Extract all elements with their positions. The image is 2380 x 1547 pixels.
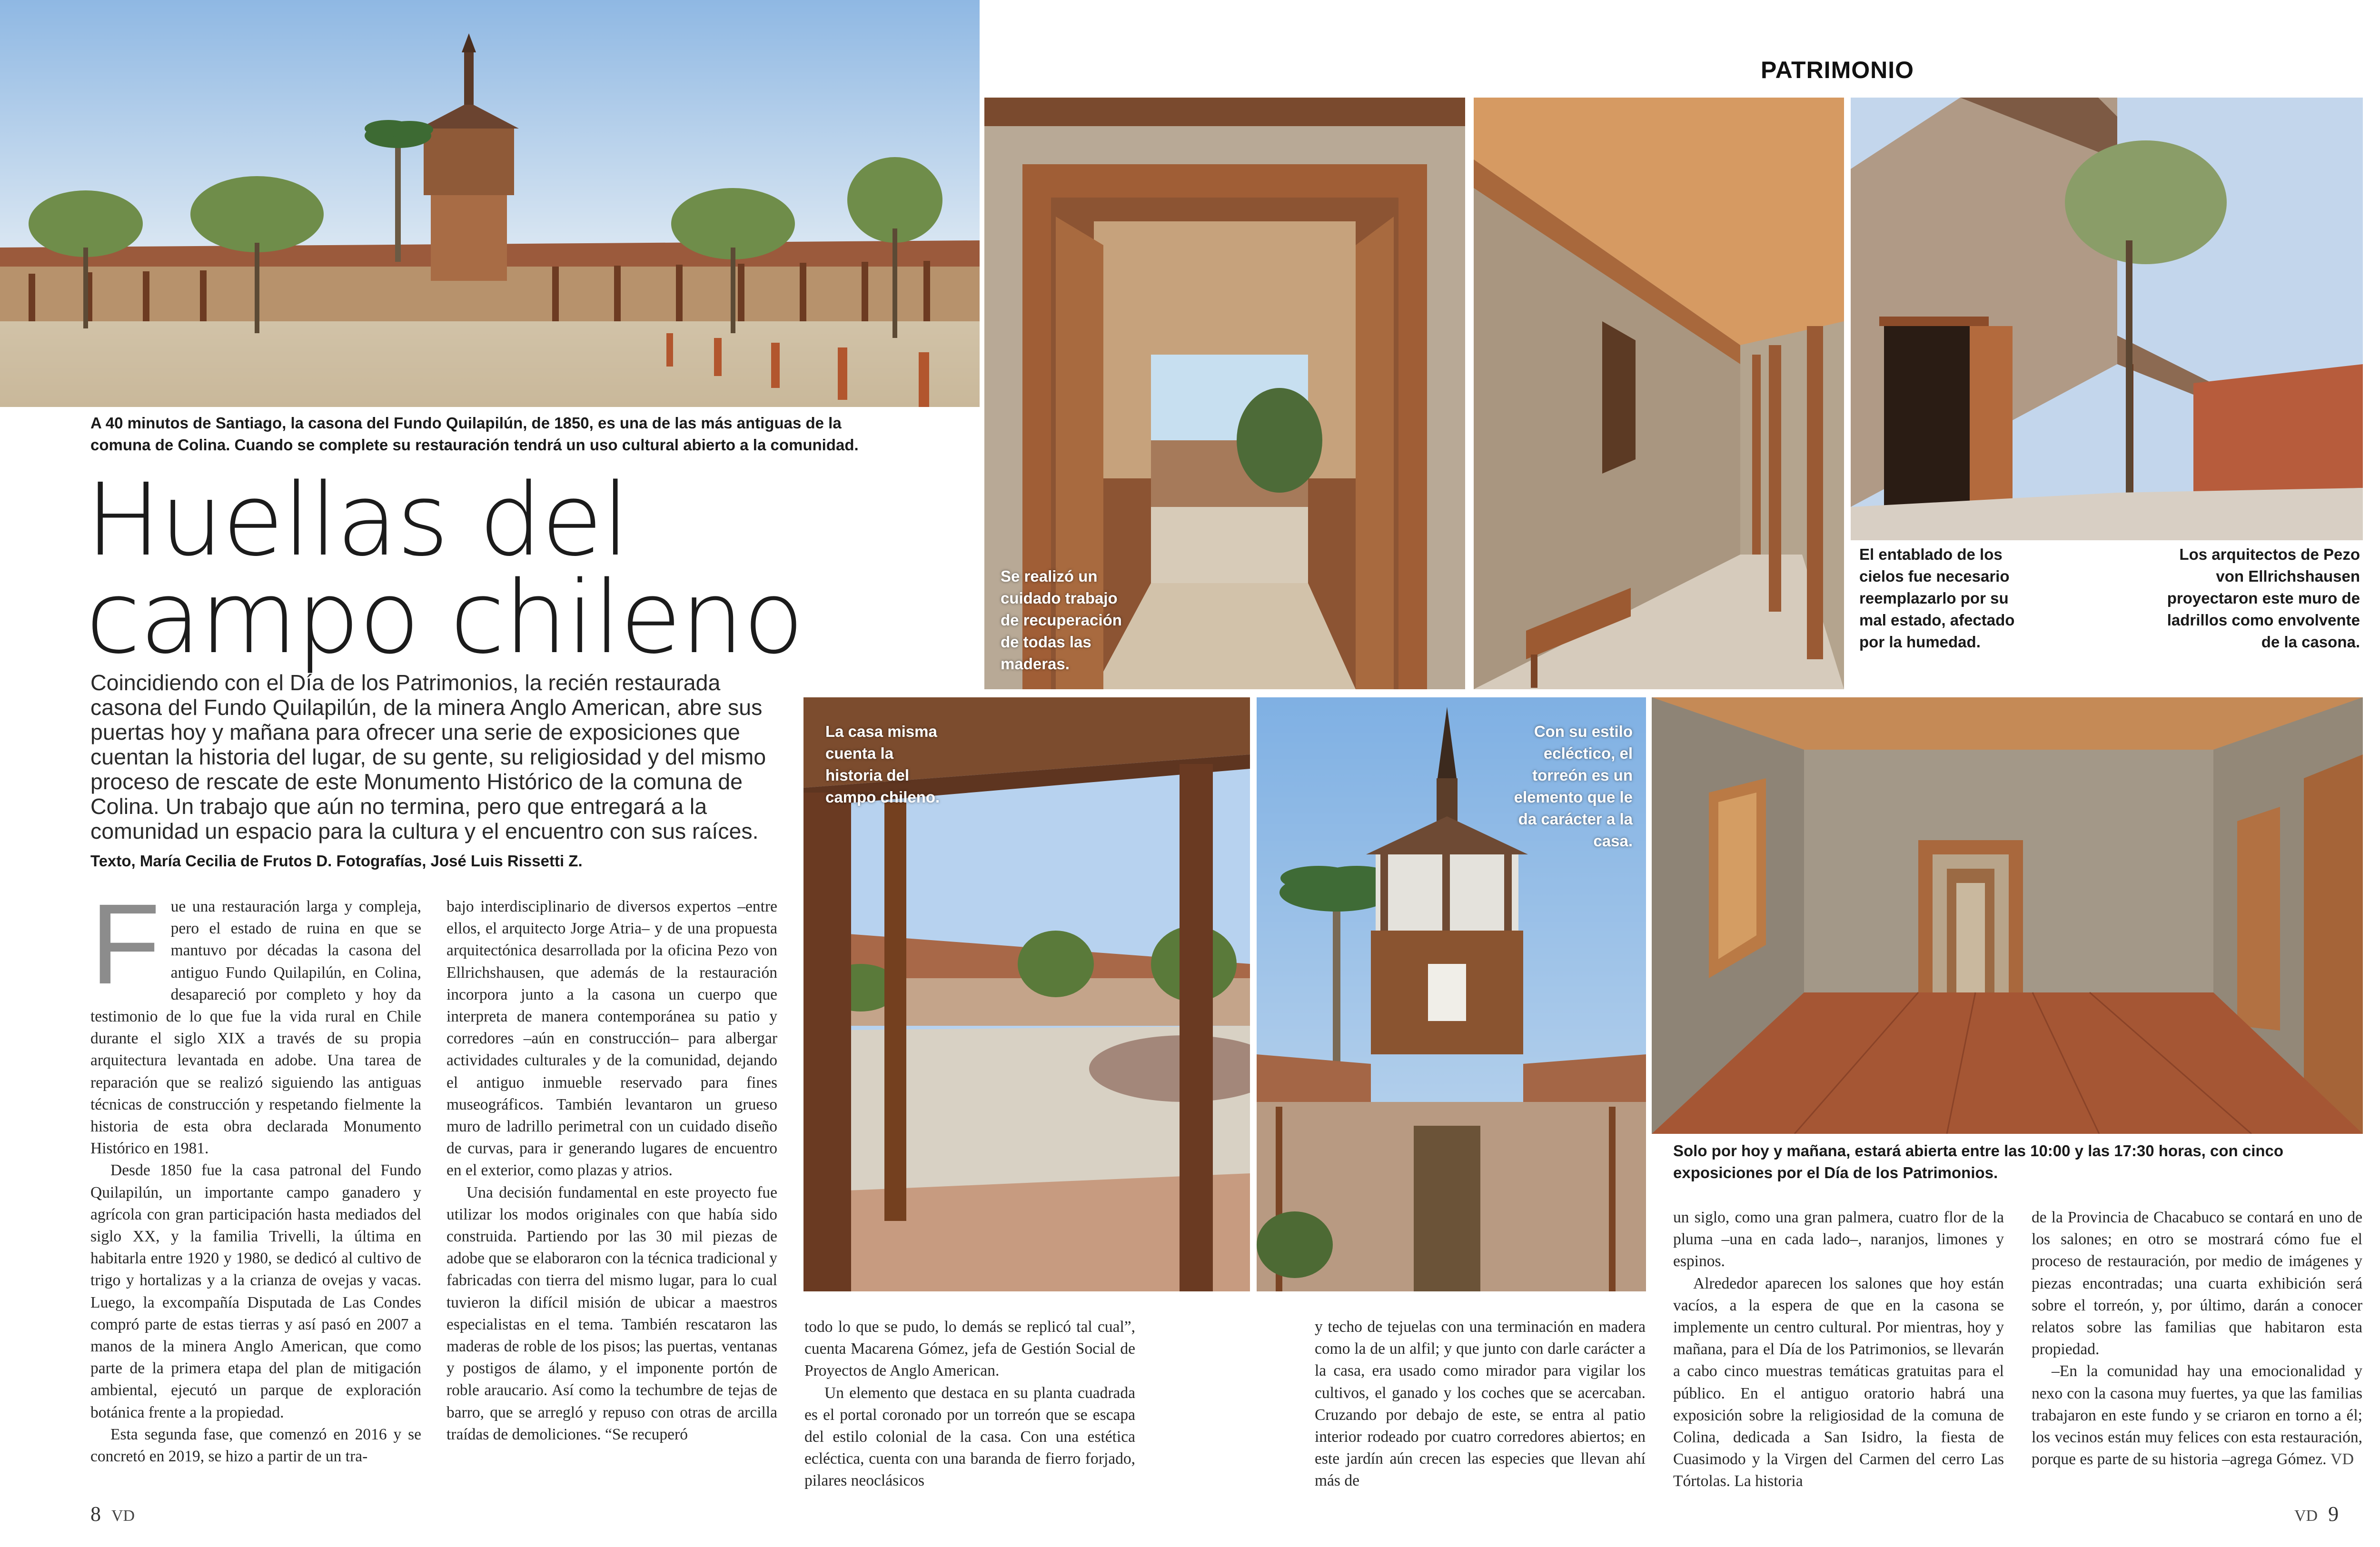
- page-number-8: 8: [90, 1502, 101, 1526]
- body-paragraph: Fue una restauración larga y compleja, pero el estado de ruina en que se mantuvo por décadas la casona del antiguo Fundo Quilapilún, en Colina, desapareció por completo y hoy da testimonio de lo que fue la vida rural en Chile durante el siglo XIX a través de su propia arquitectura levantada en adobe. Una tarea de reparación que se realizó siguiendo las antiguas técnicas de construcción y respetando fielmente la historia de esta obra declarada Monumento Histórico en 1981.: [90, 880, 421, 1158]
- vd-mark-left: VD: [111, 1507, 135, 1525]
- body-column-1: [90, 880, 421, 1468]
- body-paragraph: Desde 1850 fue la casa patronal del Fundo Quilapilún, un importante campo ganadero y agrícola con gran participación hasta mediados del siglo XX, y la familia Trivelli, la última en habitarla entre 1920 y 1980, se dedicó al cultivo de trigo y hortalizas y a la crianza de ovejas y vacas. Luego, la excompañía Disputada de Las Condes compró parte de estas tierras y así pasó en 2007 a manos de la minera Anglo American, que como parte de la primera etapa del plan de mitigación ambiental, ejecutó un parque de exploración botánica frente a la propiedad.: [90, 1161, 421, 1421]
- body-paragraph: un siglo, como una gran palmera, cuatro flor de la pluma –una en cada lado–, naranjos, limones y espinos.: [1673, 1209, 2004, 1270]
- headline: [86, 462, 990, 676]
- page-number-9: 9: [2328, 1502, 2339, 1526]
- headline-line-1: Huellas del: [86, 462, 629, 578]
- wall-caption: Los arquitectos de Pezo von Ellrichshausen proyectaron este muro de ladrillos como envolvente de la casona.: [2167, 545, 2360, 651]
- page-number-right: [2294, 1502, 2339, 1526]
- hero-caption: A 40 minutos de Santiago, la casona del Fundo Quilapilún, de 1850, es una de las más antiguas de la comuna de Colina. Cuando se complete su restauración tendrá un uso cultural abierto a la comunidad.: [90, 414, 859, 454]
- salon-caption: Solo por hoy y mañana, estará abierta entre las 10:00 y las 17:30 horas, con cinco exposiciones por el Día de los Patrimonios.: [1673, 1142, 2284, 1181]
- body-paragraph: Esta segunda fase, que comenzó en 2016 y se concretó en 2019, se hizo a partir de un tra-: [90, 1425, 421, 1466]
- credit-line: Texto, María Cecilia de Frutos D. Fotografías, José Luis Rissetti Z.: [90, 852, 583, 870]
- body-paragraph: bajo interdisciplinario de diversos expertos –entre ellos, el arquitecto Jorge Atria– y de una propuesta arquitectónica desarrollada por la oficina Pezo von Ellrichshausen, que además de la restauración incorpora junto a la casona un cuerpo que interpreta de manera contemporánea su patio y corredores –aún en construcción– para albergar actividades culturales y de la comunidad, dejando el antiguo inmueble reservado para fines museográficos. También levantaron un grueso muro de ladrillo perimetral con un cuidado diseño de curvas, para ir generando lugares de encuentro en el exterior, como plazas y atrios.: [446, 898, 777, 1180]
- salon-photo: [1652, 697, 2363, 1134]
- ceiling-caption: El entablado de los cielos fue necesario reemplazarlo por su mal estado, afectado por la humedad.: [1859, 545, 2015, 651]
- end-mark: VD: [2330, 1450, 2354, 1468]
- body-column-6: [2032, 1207, 2362, 1470]
- dropcap: F: [90, 880, 160, 1008]
- body-paragraph: todo lo que se pudo, lo demás se replicó tal cual”, cuenta Macarena Gómez, jefa de Gestión Social de Proyectos de Anglo American.: [804, 1318, 1135, 1380]
- body-paragraph: de la Provincia de Chacabuco se contará en uno de los salones; en otro se mostrará cómo fue el proceso de restauración, por medio de imágenes y piezas encontradas; una cuarta exhibición será sobre el torreón, y, por último, darán a conocer relatos sobre las familias que habitaron esta propiedad.: [2032, 1209, 2362, 1359]
- hero-photo: [0, 0, 980, 407]
- body-paragraph: y techo de tejuelas con una terminación en madera como la de un alfil; y que junto con darle carácter a la casa, era usado como mirador para vigilar los cultivos, el ganado y los coches que se acercaban. Cruzando por debajo de este, se entra al patio interior rodeado por cuatro corredores abiertos; en este jardín aún crecen las especies que llevan ahí más de: [1315, 1318, 1646, 1490]
- lede: Coincidiendo con el Día de los Patrimonios, la recién restaurada casona del Fundo Quilapilún, de la minera Anglo American, abre sus puertas hoy y mañana para ofrecer una serie de exposiciones que cuentan la historia del lugar, de su gente, su religiosidad y del mismo proceso de rescate de este Monumento Histórico de la comuna de Colina. Un trabajo que aún no termina, pero que entregará a la comunidad un espacio para la cultura y el encuentro con sus raíces.: [90, 670, 766, 843]
- body-paragraph: –En la comunidad hay una emocionalidad y nexo con la casona muy fuertes, ya que las familias trabajaron en este fundo y se criaron en torno a él; los vecinos están muy felices con esta restauración, porque es parte de su historia –agrega Gómez. VD: [2032, 1362, 2362, 1468]
- body-column-5: [1673, 1207, 2004, 1493]
- body-column-2: [446, 896, 777, 1446]
- section-tag: PATRIMONIO: [1760, 57, 1914, 83]
- doorway-caption: Se realizó un cuidado trabajo de recuperación de todas las maderas.: [1001, 567, 1122, 673]
- body-column-3: [804, 1316, 1135, 1492]
- courtyard-caption: La casa misma cuenta la historia del campo chileno.: [825, 723, 940, 806]
- headline-line-2: campo chileno: [86, 559, 803, 676]
- body-column-4: [1315, 1316, 1646, 1492]
- body-paragraph: Un elemento que destaca en su planta cuadrada es el portal coronado por un torreón que se escapa del estilo colonial de la casa. Con una estética ecléctica, cuenta con una baranda de fierro forjado, pilares neoclásicos: [804, 1384, 1135, 1490]
- body-paragraph: Alrededor aparecen los salones que hoy están vacíos, a la espera de que en la casona se implemente un centro cultural. Por mientras, hoy y mañana, para el Día de los Patrimonios, se llevarán a cabo cinco muestras temáticas gratuitas para el público. En el antiguo oratorio habrá una exposición sobre la religiosidad de la comuna de Colina, dedicada a San Isidro, la fiesta de Cuasimodo y la Virgen del Carmen del cerro Las Tórtolas. La historia: [1673, 1274, 2004, 1490]
- page-number-left: [90, 1502, 135, 1526]
- tower-caption: Con su estilo ecléctico, el torreón es un elemento que le da carácter a la casa.: [1514, 723, 1633, 850]
- vd-mark-right: VD: [2294, 1507, 2318, 1525]
- body-paragraph: Una decisión fundamental en este proyecto fue utilizar los modos originales con que había sido construida. Partiendo por las 30 mil piezas de adobe que se elaboraron con la técnica tradicional y fabricadas con tierra del mismo lugar, para lo cual tuvieron la difícil misión de ubicar a maestros especialistas en el tema. También rescataron las maderas de roble de los pisos; las puertas, ventanas y postigos de álamo, y el imponente portón de roble araucario. Así como la techumbre de tejas de barro, que se arregló y repuso con otras de arcilla traídas de demoliciones. “Se recuperó: [446, 1183, 777, 1443]
- wall-photo: [1851, 98, 2363, 540]
- corridor-photo: [1474, 98, 1844, 689]
